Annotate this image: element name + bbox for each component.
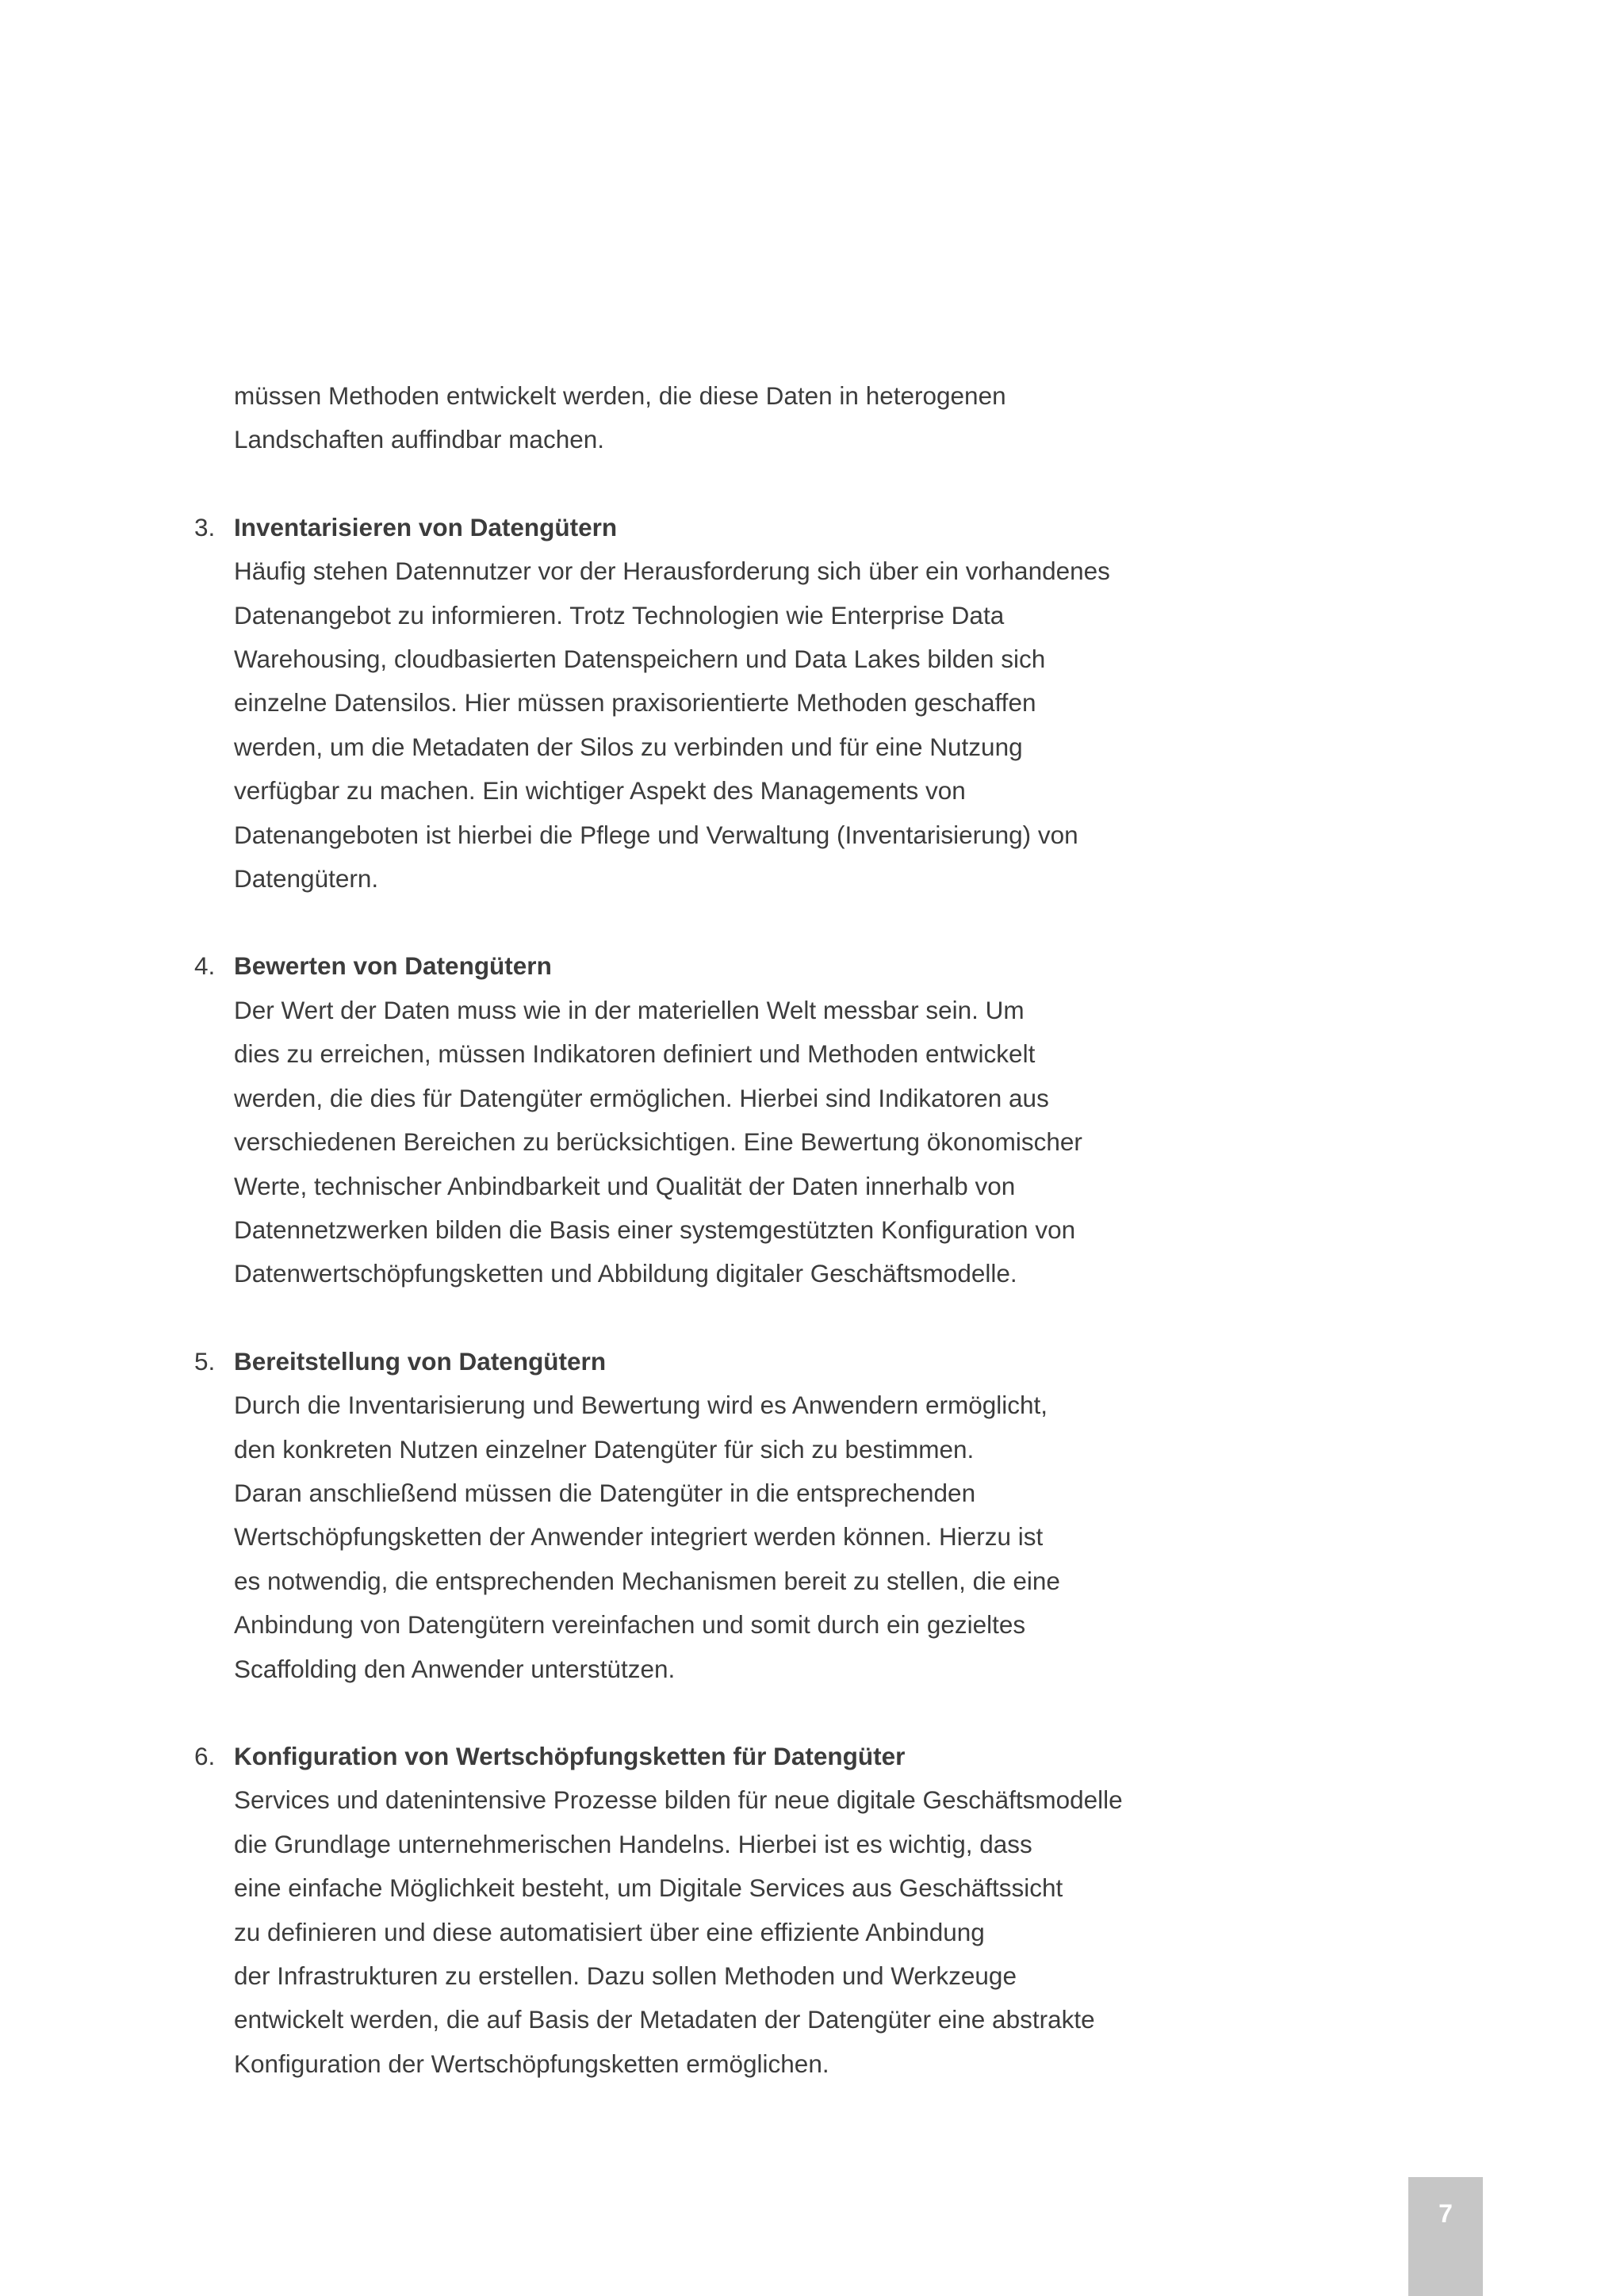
text-line: Datenangeboten ist hierbei die Pflege und Verwaltung (Inventarisierung) von <box>234 820 1078 849</box>
text-line: verfügbar zu machen. Ein wichtiger Aspekt des Managements von <box>234 776 966 806</box>
section-heading: Bewerten von Datengütern <box>234 951 552 981</box>
text-line: eine einfache Möglichkeit besteht, um Digitale Services aus Geschäftssicht <box>234 1873 1063 1903</box>
text-line: Werte, technischer Anbindbarkeit und Qualität der Daten innerhalb von <box>234 1171 1016 1200</box>
text-line: Datengütern. <box>234 864 379 894</box>
page-number-tab <box>1408 2177 1483 2296</box>
document-body <box>194 374 1257 2086</box>
text-line: entwickelt werden, die auf Basis der Metadaten der Datengüter eine abstrakte <box>234 2005 1095 2034</box>
text-line: werden, um die Metadaten der Silos zu verbinden und für eine Nutzung <box>234 732 1023 761</box>
text-line: Landschaften auffindbar machen. <box>234 425 605 454</box>
list-number: 4. <box>194 951 216 981</box>
text-line: verschiedenen Bereichen zu berücksichtigen. Eine Bewertung ökonomischer <box>234 1127 1082 1157</box>
section-paragraph <box>234 1383 1257 1691</box>
section-heading: Inventarisieren von Datengütern <box>234 512 618 541</box>
text-line: Services und datenintensive Prozesse bilden für neue digitale Geschäftsmodelle <box>234 1785 1123 1815</box>
text-line: Durch die Inventarisierung und Bewertung wird es Anwendern ermöglicht, <box>234 1391 1048 1420</box>
section-paragraph <box>234 989 1257 1296</box>
list-number: 5. <box>194 1346 216 1376</box>
section-paragraph <box>234 549 1257 901</box>
list-number: 6. <box>194 1741 216 1770</box>
section-paragraph <box>234 1778 1257 2086</box>
list-item-4 <box>194 944 1257 1295</box>
page-number: 7 <box>1438 2199 1453 2228</box>
text-line: Warehousing, cloudbasierten Datenspeichern und Data Lakes bilden sich <box>234 645 1046 674</box>
list-item-3 <box>194 506 1257 901</box>
text-line: Datennetzwerken bilden die Basis einer systemgestützten Konfiguration von <box>234 1215 1076 1244</box>
text-line: dies zu erreichen, müssen Indikatoren definiert und Methoden entwickelt <box>234 1039 1036 1069</box>
text-line: müssen Methoden entwickelt werden, die diese Daten in heterogenen <box>234 381 1006 410</box>
list-number: 3. <box>194 512 216 541</box>
text-line: Der Wert der Daten muss wie in der materiellen Welt messbar sein. Um <box>234 995 1025 1024</box>
section-heading: Konfiguration von Wertschöpfungsketten für Datengüter <box>234 1741 906 1770</box>
list-item-5 <box>194 1340 1257 1691</box>
text-line: den konkreten Nutzen einzelner Datengüter für sich zu bestimmen. <box>234 1434 975 1464</box>
text-line: Konfiguration der Wertschöpfungsketten ermöglichen. <box>234 2049 829 2078</box>
text-line: Daran anschließend müssen die Datengüter in die entsprechenden <box>234 1478 976 1507</box>
intro-paragraph <box>234 374 1257 462</box>
text-line: einzelne Datensilos. Hier müssen praxisorientierte Methoden geschaffen <box>234 688 1036 718</box>
text-line: Häufig stehen Datennutzer vor der Herausforderung sich über ein vorhandenes <box>234 557 1110 586</box>
text-line: Wertschöpfungsketten der Anwender integriert werden können. Hierzu ist <box>234 1522 1044 1552</box>
text-line: Datenangebot zu informieren. Trotz Technologien wie Enterprise Data <box>234 600 1005 629</box>
text-line: zu definieren und diese automatisiert über eine effiziente Anbindung <box>234 1917 985 1946</box>
list-item-6 <box>194 1735 1257 2086</box>
text-line: Datenwertschöpfungsketten und Abbildung digitaler Geschäftsmodelle. <box>234 1259 1017 1288</box>
text-line: der Infrastrukturen zu erstellen. Dazu sollen Methoden und Werkzeuge <box>234 1961 1017 1990</box>
text-line: Anbindung von Datengütern vereinfachen und somit durch ein gezieltes <box>234 1610 1026 1640</box>
section-heading: Bereitstellung von Datengütern <box>234 1346 607 1376</box>
text-line: Scaffolding den Anwender unterstützen. <box>234 1654 676 1683</box>
text-line: die Grundlage unternehmerischen Handelns. Hierbei ist es wichtig, dass <box>234 1829 1032 1858</box>
text-line: es notwendig, die entsprechenden Mechanismen bereit zu stellen, die eine <box>234 1566 1060 1595</box>
text-line: werden, die dies für Datengüter ermöglichen. Hierbei sind Indikatoren aus <box>234 1083 1049 1112</box>
